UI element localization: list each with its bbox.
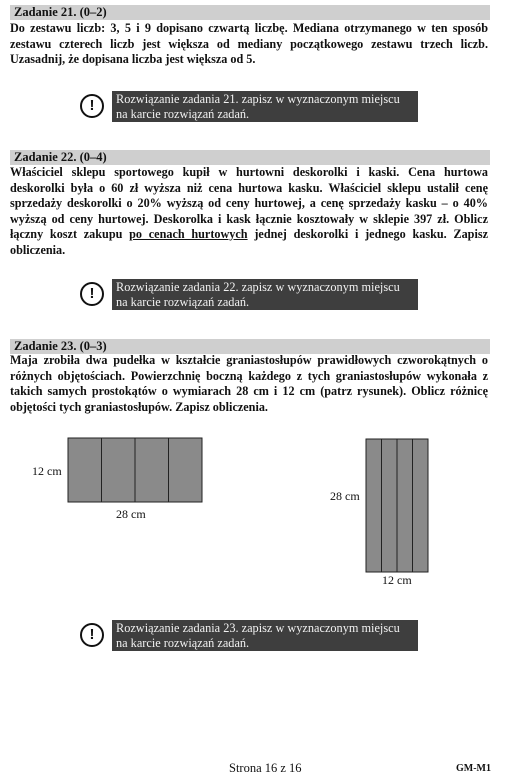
exclamation-icon: ! (80, 282, 104, 306)
right-rect-3 (397, 439, 413, 572)
task-21-notice-box (112, 91, 418, 122)
right-height-label: 28 cm (330, 489, 360, 503)
exclamation-icon: ! (80, 94, 104, 118)
task-22-notice-line2: na karcie rozwiązań zadań. (116, 295, 250, 309)
prisms-figure (0, 430, 521, 610)
left-height-label: 12 cm (32, 464, 62, 478)
left-rect-4 (169, 438, 203, 502)
exclamation-icon: ! (80, 623, 104, 647)
right-width-label: 12 cm (382, 573, 412, 587)
task-23-text: Maja zrobiła dwa pudełka w kształcie graniastosłupów prawidłowych czworokątnych o różnych objętościach. Powierzchnię boczną każdego z tych graniastosłupów wykonała z takich samych prostokątów o wymiarach 28 cm i 12 cm (patrz rysunek). Oblicz różnicę objętości tych graniastosłupów. Zapisz obliczenia. (10, 353, 488, 414)
task-22-notice-line1: Rozwiązanie zadania 22. zapisz w wyznaczonym miejscu (116, 280, 400, 294)
page-number: Strona 16 z 16 (229, 761, 302, 775)
right-lateral-surface (366, 439, 428, 572)
left-rect-2 (102, 438, 136, 502)
task-22-notice-box (112, 279, 418, 310)
task-23-header: Zadanie 23. (0–3) (10, 339, 490, 354)
task-23-notice-line1: Rozwiązanie zadania 23. zapisz w wyznaczonym miejscu (116, 621, 400, 635)
task-23-notice-line2: na karcie rozwiązań zadań. (116, 636, 250, 650)
left-rect-1 (68, 438, 102, 502)
task-22-text-part1: Właściciel sklepu sportowego kupił w hurtowni deskorolki i kaski. Cena hurtowa deskorolki była o 60 zł wyższa niż cena hurtowa kasku. Właściciel sklepu ustalił cenę sprzedaży deskorolki o 20% wyższą od ceny hurtowej, a cenę sprzedaży kasku – o 40% wyższą od ceny hurtowej. Deskorolka i kask łącznie kosztowały w sklepie 397 zł. Oblicz łączny koszt zakupu (10, 165, 488, 241)
task-21-text: Do zestawu liczb: 3, 5 i 9 dopisano czwartą liczbę. Mediana otrzymanego w ten sposób zestawu czterech liczb jest większa od mediany początkowego zestawu trzech liczb. Uzasadnij, że dopisana liczba jest większa od 5. (10, 21, 488, 66)
exam-code: GM-M1 (456, 763, 491, 774)
task-22-text-underlined: po cenach hurtowych (129, 227, 248, 241)
right-rect-4 (413, 439, 429, 572)
left-rect-3 (135, 438, 169, 502)
right-rect-1 (366, 439, 382, 572)
task-22-text (10, 165, 488, 258)
left-width-label: 28 cm (116, 507, 146, 521)
task-21-notice-line2: na karcie rozwiązań zadań. (116, 107, 250, 121)
task-22-text-part2: jednej deskorolki i jednego kasku. Zapisz obliczenia. (10, 227, 488, 257)
task-21-notice-line1: Rozwiązanie zadania 21. zapisz w wyznaczonym miejscu (116, 92, 400, 106)
left-lateral-surface (68, 438, 202, 502)
task-22-header: Zadanie 22. (0–4) (10, 150, 490, 165)
task-21-header: Zadanie 21. (0–2) (10, 5, 490, 20)
right-rect-2 (382, 439, 398, 572)
task-23-notice-box (112, 620, 418, 651)
